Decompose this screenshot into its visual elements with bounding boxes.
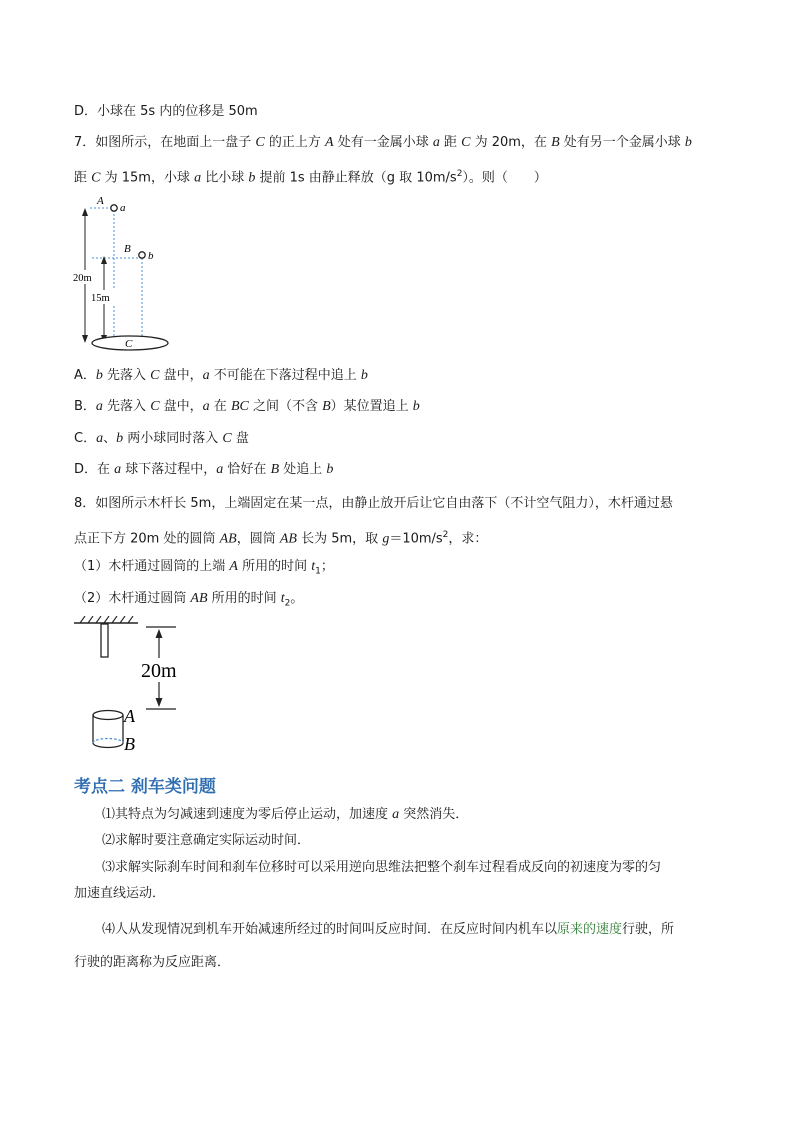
q7-figure [70, 192, 180, 354]
fig8-label-20m: 20m [141, 660, 177, 682]
fig7-label-C: C [125, 338, 133, 350]
section-point-3-line2: 加速直线运动． [74, 886, 166, 901]
q7-option-a: A．b 先落入 C 盘中，a 不可能在下落过程中追上 b [74, 368, 368, 383]
section-title: 考点二 刹车类问题 [74, 777, 216, 797]
section-point-4-line1: ⑷人从发现情况到机车开始减速所经过的时间叫反应时间．在反应时间内机车以原来的速度行驶，所 [102, 922, 675, 937]
fig7-label-B: B [124, 243, 131, 255]
q8-figure [72, 616, 188, 756]
section-point-1: ⑴其特点为匀减速到速度为零后停止运动，加速度 a 突然消失． [102, 807, 469, 822]
ball-a [111, 205, 117, 211]
q7-stem-line1: 7．如图所示，在地面上一盘子 C 的正上方 A 处有一金属小球 a 距 C 为 20m，在 B 处有另一个金属小球 b [74, 135, 692, 150]
wooden-rod [101, 624, 108, 657]
highlight-original-speed: 原来的速度 [557, 922, 623, 937]
fig7-label-a: a [120, 202, 126, 214]
section-point-4-line2: 行驶的距离称为反应距离． [74, 955, 231, 970]
q8-sub2: （2）木杆通过圆筒 AB 所用的时间 $t_2$。 [74, 591, 304, 609]
q8-sub1: （1）木杆通过圆筒的上端 A 所用的时间 $t_1$； [74, 559, 334, 577]
q8-stem-line2: 点正下方 20m 处的圆筒 AB，圆筒 AB 长为 5m，取 $g=10m/s^2$，求： [74, 530, 488, 547]
q7-option-b: B．a 先落入 C 盘中，a 在 BC 之间（不含 B）某位置追上 b [74, 399, 420, 414]
fig8-label-B: B [124, 734, 135, 754]
section-point-2: ⑵求解时要注意确定实际运动时间． [102, 833, 311, 848]
q6-option-d: D．小球在 5s 内的位移是 50m [74, 104, 258, 119]
fig7-label-15m: 15m [91, 293, 110, 304]
ball-b [139, 252, 145, 258]
fig8-label-A: A [124, 706, 135, 726]
q8-stem-line1: 8．如图所示木杆长 5m，上端固定在某一点，由静止放开后让它自由落下（不计空气阻力），木杆通过悬 [74, 496, 673, 511]
fig7-label-20m: 20m [73, 273, 92, 284]
q7-option-c: C．a、b 两小球同时落入 C 盘 [74, 431, 249, 446]
q7-stem-line2: 距 C 为 15m，小球 a 比小球 b 提前 1s 由静止释放（g 取 $10m/s^2$）。则（ ） [74, 169, 547, 186]
q7-option-d: D．在 a 球下落过程中，a 恰好在 B 处追上 b [74, 462, 334, 477]
section-point-3-line1: ⑶求解实际刹车时间和刹车位移时可以采用逆向思维法把整个刹车过程看成反向的初速度为零的匀 [102, 860, 662, 875]
fig7-label-A: A [97, 195, 104, 207]
fig7-label-b: b [148, 250, 154, 262]
